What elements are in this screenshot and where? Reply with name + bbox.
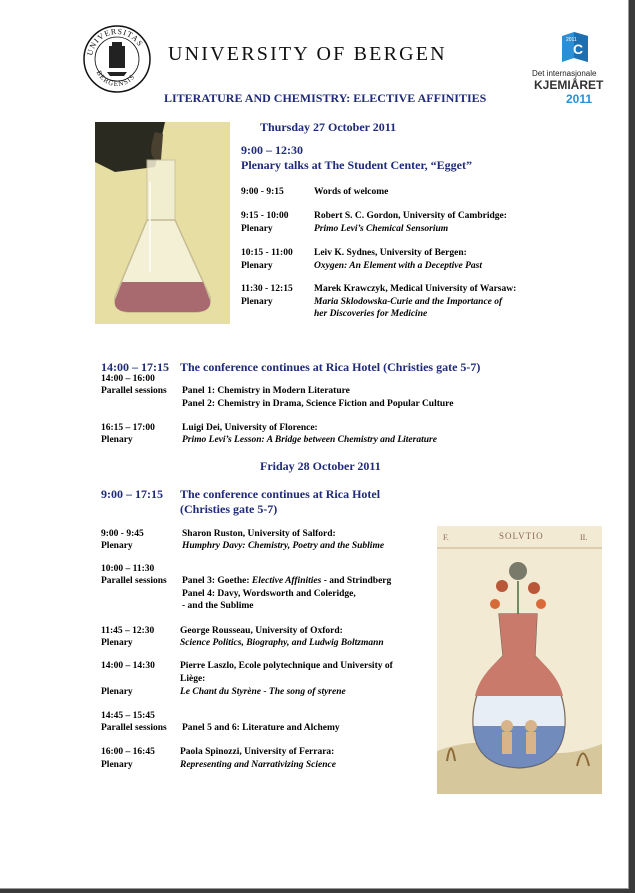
thu-item3-time: 10:15 - 11:00 <box>241 248 293 258</box>
flask-photo <box>95 122 230 324</box>
fri-s6-speaker: Paola Spinozzi, University of Ferrara: <box>180 747 335 757</box>
thu-plenary-title: Primo Levi’s Lesson: A Bridge between Chemistry and Literature <box>182 435 437 445</box>
thu-panel1: Panel 1: Chemistry in Modern Literature <box>182 386 350 396</box>
fri-s3-time: 11:45 – 12:30 <box>101 626 155 636</box>
thursday-block-title: Plenary talks at The Student Center, “Egget” <box>241 158 472 172</box>
fri-s4-label: Plenary <box>101 687 133 697</box>
fri-s6-time: 16:00 – 16:45 <box>101 747 155 757</box>
thu-parallel-label: Parallel sessions <box>101 386 167 396</box>
fri-panel4-line2: - and the Sublime <box>182 601 254 611</box>
fri-s2-label: Parallel sessions <box>101 576 167 586</box>
thu-afternoon-title: The conference continues at Rica Hotel (Christies gate 5-7) <box>180 360 481 374</box>
fri-panel3-italic: Elective Affinities <box>251 576 322 586</box>
svg-text:C: C <box>573 41 584 57</box>
friday-block-title-line2: (Christies gate 5-7) <box>180 502 278 516</box>
fri-s4-speaker: Pierre Laszlo, Ecole polytechnique and University of <box>180 661 393 671</box>
friday-block-time: 9:00 – 17:15 <box>101 487 163 501</box>
thu-item2-title: Primo Levi’s Chemical Sensorium <box>314 224 449 234</box>
university-name: UNIVERSITY OF BERGEN <box>168 43 447 65</box>
fri-s6-label: Plenary <box>101 760 133 770</box>
fri-panel4: Panel 4: Davy, Wordsworth and Coleridge, <box>182 589 356 599</box>
university-seal-logo <box>82 24 152 94</box>
thu-item4-speaker: Marek Krawczyk, Medical University of Warsaw: <box>314 284 517 294</box>
fri-s5-text: Panel 5 and 6: Literature and Alchemy <box>182 723 340 733</box>
fri-panel3-suffix: - and Strindberg <box>321 576 392 586</box>
thu-plenary-speaker: Luigi Dei, University of Florence: <box>182 423 318 433</box>
kjemiaret-line2: KJEMIÅRET <box>534 78 604 92</box>
fri-s6-title: Representing and Narrativizing Science <box>180 760 336 770</box>
svg-text:UNIVERSITAS: UNIVERSITAS <box>85 26 146 57</box>
kjemiaret-year: 2011 <box>566 92 593 106</box>
friday-date: Friday 28 October 2011 <box>260 459 381 473</box>
kjemiaret-logo <box>532 30 622 110</box>
fri-s1-title: Humphry Davy: Chemistry, Poetry and the Sublime <box>182 541 385 551</box>
thu-plenary-time: 16:15 – 17:00 <box>101 423 155 433</box>
thursday-block-time: 9:00 – 12:30 <box>241 143 303 157</box>
thu-item2-speaker: Robert S. C. Gordon, University of Cambridge: <box>314 211 507 221</box>
thursday-date: Thursday 27 October 2011 <box>260 120 397 134</box>
fri-s3-label: Plenary <box>101 638 133 648</box>
thu-panel2: Panel 2: Chemistry in Drama, Science Fiction and Popular Culture <box>182 399 454 409</box>
fri-s1-speaker: Sharon Ruston, University of Salford: <box>182 529 336 539</box>
thu-plenary-label: Plenary <box>101 435 133 445</box>
thu-item2-time: 9:15 - 10:00 <box>241 211 289 221</box>
fri-s4-title: Le Chant du Styrène - The song of styrene <box>180 687 346 697</box>
alchemy-title: SOLVTIO <box>499 531 544 541</box>
fri-s2-time: 10:00 – 11:30 <box>101 564 155 574</box>
thu-parallel-time: 14:00 – 16:00 <box>101 374 155 384</box>
thu-afternoon-time: 14:00 – 17:15 <box>101 360 169 374</box>
alchemy-right-label: II. <box>580 533 588 542</box>
thu-item3-speaker: Leiv K. Sydnes, University of Bergen: <box>314 248 467 258</box>
fri-s5-time: 14:45 – 15:45 <box>101 711 155 721</box>
thu-item4-time: 11:30 - 12:15 <box>241 284 293 294</box>
fri-s5-label: Parallel sessions <box>101 723 167 733</box>
thu-item1-speaker: Words of welcome <box>314 187 389 197</box>
thu-item4-title-line2: her Discoveries for Medicine <box>314 309 428 319</box>
fri-panel3-prefix: Panel 3: Goethe: <box>182 576 252 586</box>
thu-item3-type: Plenary <box>241 261 273 271</box>
fri-s4-time: 14:00 – 14:30 <box>101 661 155 671</box>
conference-title: LITERATURE AND CHEMISTRY: ELECTIVE AFFINITIES <box>164 91 487 105</box>
thu-item4-title: Maria Sklodowska-Curie and the Importance of <box>314 297 503 307</box>
fri-panel3 <box>182 576 391 586</box>
fri-s1-label: Plenary <box>101 541 133 551</box>
svg-text:BERGENSIS: BERGENSIS <box>94 69 137 89</box>
thu-item2-type: Plenary <box>241 224 273 234</box>
alchemy-illustration <box>437 526 602 794</box>
fri-s4-speaker-line2: Liège: <box>180 674 206 684</box>
fri-s3-speaker: George Rousseau, University of Oxford: <box>180 626 343 636</box>
fri-s1-time: 9:00 - 9:45 <box>101 529 144 539</box>
thu-item1-time: 9:00 - 9:15 <box>241 187 284 197</box>
thu-item3-title: Oxygen: An Element with a Deceptive Past <box>314 261 482 271</box>
alchemy-left-label: F. <box>443 533 449 542</box>
svg-text:2011: 2011 <box>566 37 577 43</box>
kjemiaret-line1: Det internasjonale <box>532 69 597 78</box>
thu-item4-type: Plenary <box>241 297 273 307</box>
friday-block-title: The conference continues at Rica Hotel <box>180 487 381 501</box>
fri-s3-title: Science Politics, Biography, and Ludwig Boltzmann <box>180 638 384 648</box>
